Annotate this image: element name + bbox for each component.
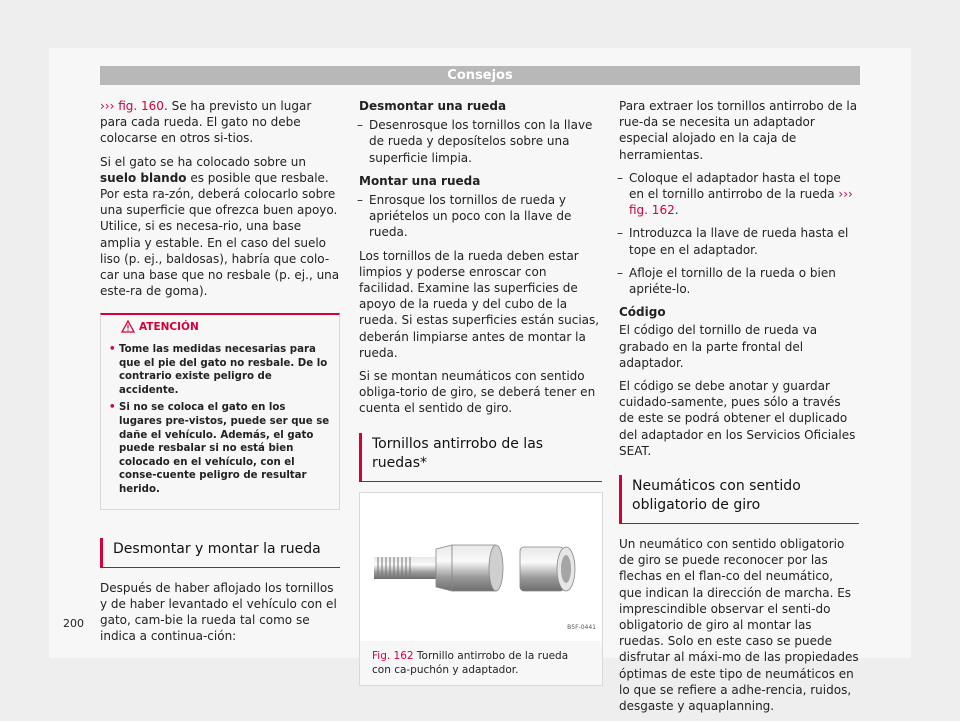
figure-162	[359, 492, 603, 686]
step-item	[359, 192, 602, 241]
subheading	[359, 173, 602, 189]
figure-link[interactable]: fig. 162	[629, 203, 675, 218]
column-3	[619, 98, 859, 721]
paragraph: El código se debe anotar y guardar cuidado-samente, pues sólo a través de este se podrá obtener el duplicado del adaptador en los Servicios Oficiales SEAT.	[619, 379, 856, 458]
warning-title-text: ATENCIÓN	[139, 321, 199, 334]
warning-item-text: Tome las medidas necesarias para que el pie del gato no resbale. De lo contrario existe peligro de accidente.	[119, 344, 328, 396]
warning-item	[109, 343, 331, 397]
section-title: Tornillos antirrobo de las ruedas*	[359, 433, 602, 482]
paragraph-text: es posible que resbale. Por esta ra-zón, deberá colocarlo sobre una superficie que ofrezca buen apoyo. Utilice, si es necesa-rio, una base amplia y estable. En el caso del suelo liso (p. ej., baldosas), habría que colo-car una base que no resbale (p. ej., una este-ra de goma).	[100, 170, 340, 299]
warning-item-text: Si no se coloca el gato en los lugares pre-vistos, puede ser que se dañe el vehículo. Además, el gato puede resbalar si no está bien colocado en el vehículo, con el conse-cuente peligro de resultar herido.	[119, 402, 330, 495]
figure-image	[360, 493, 602, 641]
step-text: Desenrosque los tornillos con la llave de rueda y deposítelos sobre una superficie limpia.	[369, 118, 593, 165]
subheading-text: Montar una rueda	[359, 173, 481, 188]
warning-triangle-icon	[121, 320, 135, 333]
paragraph	[100, 154, 340, 300]
figure-link[interactable]: fig. 160	[118, 99, 164, 113]
paragraph	[100, 98, 340, 147]
step-item	[619, 265, 859, 297]
step-item	[359, 117, 602, 166]
step-item	[619, 225, 859, 257]
column-1	[100, 98, 340, 651]
bold-term: suelo blando	[100, 170, 187, 185]
step-text: Enrosque los tornillos de rueda y apriételos un poco con la llave de rueda.	[369, 193, 572, 240]
figure-label: Fig. 162	[372, 649, 414, 662]
paragraph-text: . Se ha previsto un lugar para cada rueda. El gato no debe colocarse en otros si-tios.	[100, 99, 312, 146]
section-title: Desmontar y montar la rueda	[100, 538, 340, 568]
cross-ref-arrow: ›››	[100, 99, 115, 113]
bullet-icon: •	[109, 402, 116, 414]
warning-box	[100, 313, 340, 509]
paragraph: Si se montan neumáticos con sentido obliga-torio de giro, se deberá tener en cuenta el sentido de giro.	[359, 369, 596, 416]
paragraph: Los tornillos de la rueda deben estar limpios y poderse enroscar con facilidad. Examine las superficies de apoyo de la rueda y del cubo de la rueda. Si estas superficies están sucias, deberán limpiarse antes de montar la rueda.	[359, 248, 600, 360]
dash-marker: –	[617, 265, 623, 280]
page-number: 200	[63, 617, 84, 630]
figure-caption-text: Tornillo antirrobo de la rueda con ca-puchón y adaptador.	[372, 649, 569, 676]
wheel-bolt-illustration	[360, 493, 602, 641]
warning-title	[109, 321, 331, 335]
dash-marker: –	[357, 193, 363, 208]
section-title: Neumáticos con sentido obligatorio de giro	[619, 475, 859, 524]
subheading	[619, 304, 859, 320]
step-text: Coloque el adaptador hasta el tope en el tornillo antirrobo de la rueda	[629, 170, 841, 202]
subheading	[359, 98, 602, 114]
column-2	[359, 98, 602, 686]
subheading-text: Código	[619, 305, 666, 320]
subheading-text: Desmontar una rueda	[359, 99, 507, 113]
paragraph: Un neumático con sentido obligatorio de giro se puede reconocer por las flechas en el flan-co del neumático, que indican la dirección de marcha. Es imprescindible observar el senti-do obligatorio de giro al montar las ruedas. Solo en este caso se puede disfrutar al máxi-mo de las propiedades óptimas de este tipo de neumáticos en lo que se refiere a adhe-rencia, ruidos, desgaste y aquaplanning.	[619, 537, 859, 714]
warning-item	[109, 401, 331, 496]
cross-ref-arrow: ›››	[838, 187, 853, 202]
paragraph: Después de haber aflojado los tornillos y de haber levantado el vehículo con el gato, cam-bie la rueda tal como se indica a continua-ción:	[100, 580, 337, 644]
step-text: Introduzca la llave de rueda hasta el tope en el adaptador.	[629, 226, 849, 257]
step-item	[619, 170, 859, 219]
dash-marker: –	[357, 118, 363, 133]
bullet-icon: •	[109, 344, 116, 356]
dash-marker: –	[617, 170, 623, 185]
step-text: .	[674, 203, 679, 218]
figure-code: B5F-0441	[567, 624, 596, 632]
step-text: Afloje el tornillo de la rueda o bien apriéte-lo.	[629, 265, 836, 297]
paragraph-text: Si el gato se ha colocado sobre un	[100, 154, 306, 169]
figure-caption	[360, 641, 602, 685]
paragraph: El código del tornillo de rueda va grabado en la parte frontal del adaptador.	[619, 323, 818, 370]
paragraph: Para extraer los tornillos antirrobo de la rue-da se necesita un adaptador especial alojado en la caja de herramientas.	[619, 99, 858, 162]
warning-list	[109, 343, 331, 497]
page-header: Consejos	[100, 66, 860, 85]
dash-marker: –	[617, 226, 623, 241]
